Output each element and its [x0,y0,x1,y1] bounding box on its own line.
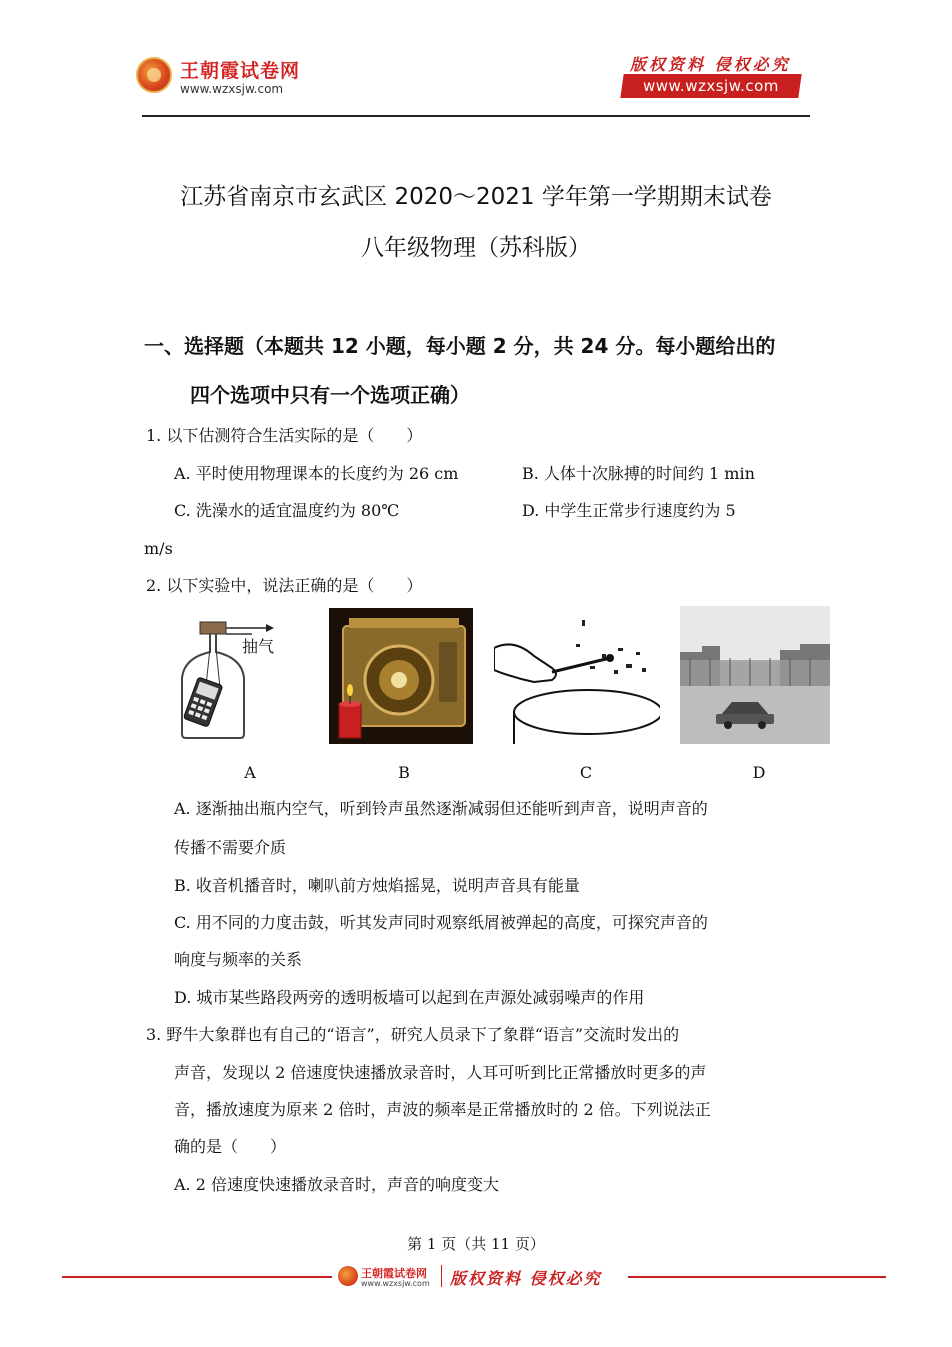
figure-a-label-air: 抽气 [242,637,275,656]
q1-option-a: A. 平时使用物理课本的长度约为 26 cm [174,464,459,483]
q1-option-d-continued: m/s [144,539,173,558]
logo-badge-icon [136,57,172,93]
q2-option-b: B. 收音机播音时，喇叭前方烛焰摇晃，说明声音具有能量 [174,876,580,895]
q3-stem-line2: 声音，发现以 2 倍速度快速播放录音时，人耳可听到比正常播放时更多的声 [174,1063,707,1082]
footer-logo-badge-icon [338,1266,358,1286]
q3-stem-line4: 确的是（ ） [174,1137,287,1156]
figure-a-label: A [244,763,256,782]
figure-d-noise-barrier [680,606,830,744]
footer-logo-url: www.wzxsjw.com [361,1279,430,1288]
figure-c-label: C [579,763,593,782]
page-number: 第 1 页（共 11 页） [407,1235,545,1253]
figure-d-label: D [752,763,766,782]
section-heading-line1: 一、选择题（本题共 12 小题，每小题 2 分，共 24 分。每小题给出的 [144,334,776,358]
q2-option-c-line2: 响度与频率的关系 [174,950,303,969]
q1-option-c: C. 洗澡水的适宜温度约为 80℃ [174,501,400,520]
footer-copyright-notice: 版权资料 侵权必究 [450,1269,602,1288]
exam-subtitle: 八年级物理（苏科版） [361,235,591,261]
figure-c-drum [494,608,660,744]
footer-logo-name: 王朝霞试卷网 [361,1267,427,1280]
figure-a-bell-jar [170,608,290,744]
q2-option-d: D. 城市某些路段两旁的透明板墙可以起到在声源处减弱噪声的作用 [174,988,645,1007]
q1-option-d: D. 中学生正常步行速度约为 5 [522,501,736,520]
footer-line-left [62,1276,332,1278]
site-logo-url: www.wzxsjw.com [180,82,284,96]
q3-stem-line1: 3. 野牛大象群也有自己的“语言”，研究人员录下了象群“语言”交流时发出的 [146,1025,680,1044]
site-url-text: www.wzxsjw.com [643,77,779,95]
q3-stem-line3: 音，播放速度为原来 2 倍时，声波的频率是正常播放时的 2 倍。下列说法正 [174,1100,711,1119]
q2-option-a-line1: A. 逐渐抽出瓶内空气，听到铃声虽然逐渐减弱但还能听到声音，说明声音的 [174,799,708,818]
header-divider [142,115,810,117]
footer-separator [441,1265,442,1287]
q1-option-b: B. 人体十次脉搏的时间约 1 min [522,464,755,483]
site-logo-name: 王朝霞试卷网 [180,60,301,82]
section-heading-line2: 四个选项中只有一个选项正确） [190,383,470,407]
site-url-banner [620,74,801,98]
figure-b-label: B [398,763,410,782]
copyright-notice: 版权资料 侵权必究 [630,55,791,74]
q2-option-c-line1: C. 用不同的力度击鼓，听其发声同时观察纸屑被弹起的高度，可探究声音的 [174,913,708,932]
q3-option-a: A. 2 倍速度快速播放录音时，声音的响度变大 [174,1175,499,1194]
q1-stem: 1. 以下估测符合生活实际的是（ ） [146,426,423,445]
exam-title: 江苏省南京市玄武区 2020～2021 学年第一学期期末试卷 [180,184,772,210]
figure-b-radio-candle [329,608,473,744]
q2-stem: 2. 以下实验中，说法正确的是（ ） [146,576,423,595]
footer-line-right [628,1276,886,1278]
q2-option-a-line2: 传播不需要介质 [174,838,287,857]
